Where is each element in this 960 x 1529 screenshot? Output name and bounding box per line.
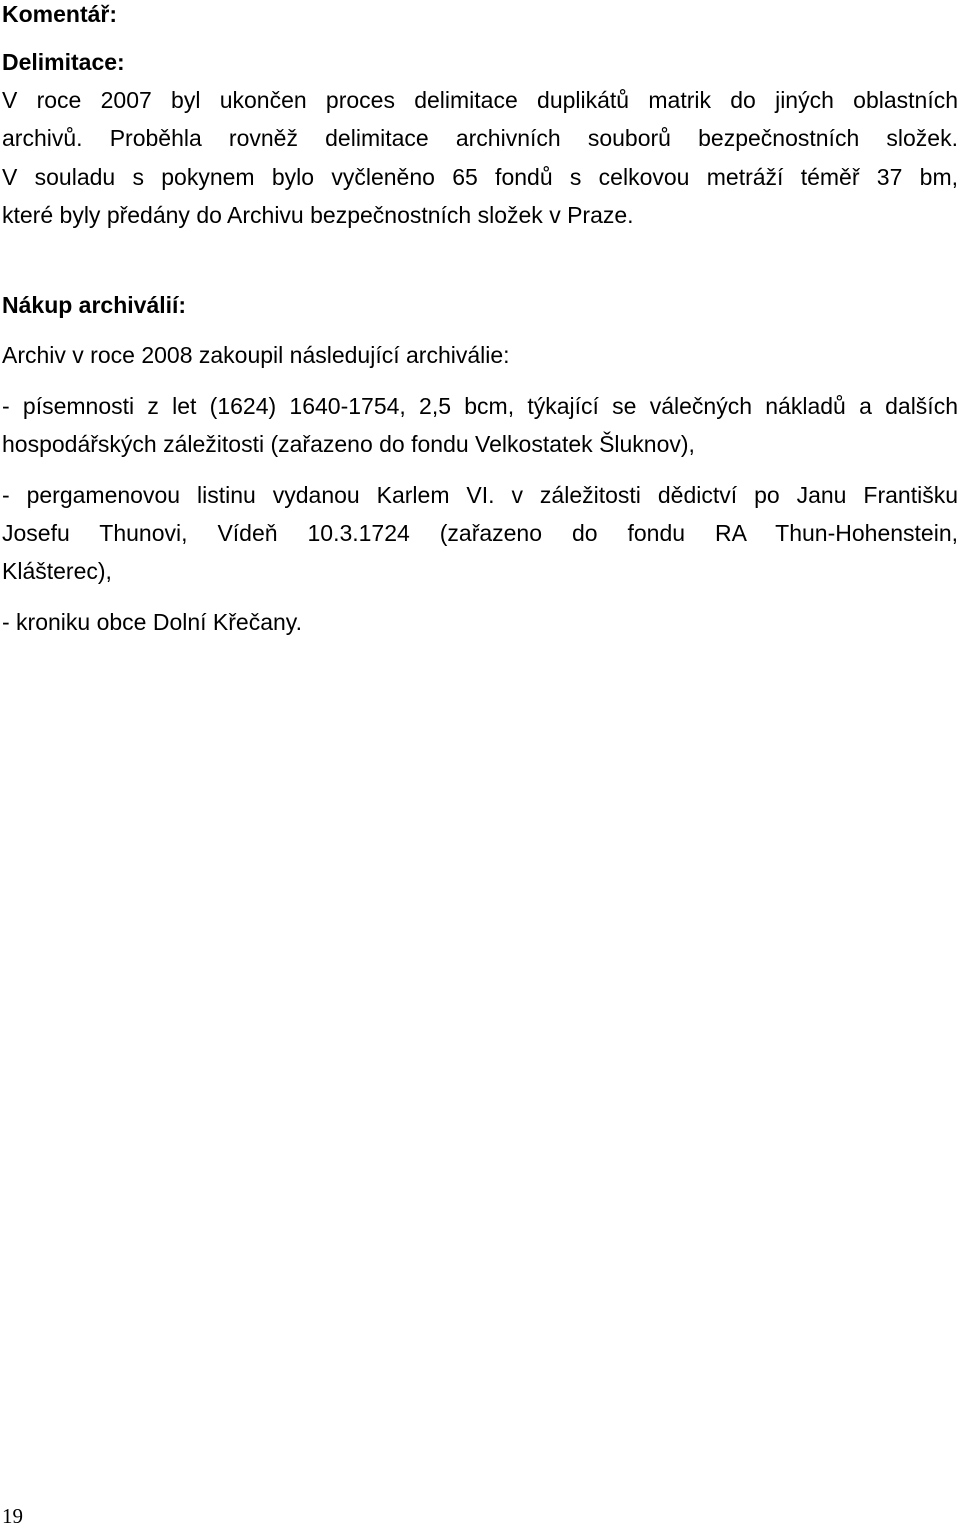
purchase-item-1-line-1: - písemnosti z let (1624) 1640-1754, 2,5 bcm, týkající se válečných nákladů a dalších	[2, 393, 958, 419]
purchase-title: Nákup archiválií:	[2, 292, 187, 318]
delimitation-title: Delimitace:	[2, 49, 125, 75]
purchase-intro: Archiv v roce 2008 zakoupil následující archiválie:	[2, 342, 510, 368]
delimitation-line-2: archivů. Proběhla rovněž delimitace archivních souborů bezpečnostních složek.	[2, 125, 958, 151]
delimitation-line-1: V roce 2007 byl ukončen proces delimitace duplikátů matrik do jiných oblastních	[2, 87, 958, 113]
purchase-item-1-line-2: hospodářských záležitosti (zařazeno do fondu Velkostatek Šluknov),	[2, 431, 695, 457]
purchase-item-2-line-1: - pergamenovou listinu vydanou Karlem VI. v záležitosti dědictví po Janu Františku	[2, 482, 958, 508]
purchase-item-2-line-3: Klášterec),	[2, 558, 112, 584]
purchase-item-3: - kroniku obce Dolní Křečany.	[2, 609, 302, 635]
delimitation-line-4: které byly předány do Archivu bezpečnostních složek v Praze.	[2, 202, 634, 228]
comment-heading: Komentář:	[2, 1, 118, 27]
purchase-item-2-line-2: Josefu Thunovi, Vídeň 10.3.1724 (zařazeno do fondu RA Thun-Hohenstein,	[2, 520, 958, 546]
page-number: 19	[2, 1504, 23, 1528]
delimitation-line-3: V souladu s pokynem bylo vyčleněno 65 fondů s celkovou metráží téměř 37 bm,	[2, 164, 958, 190]
